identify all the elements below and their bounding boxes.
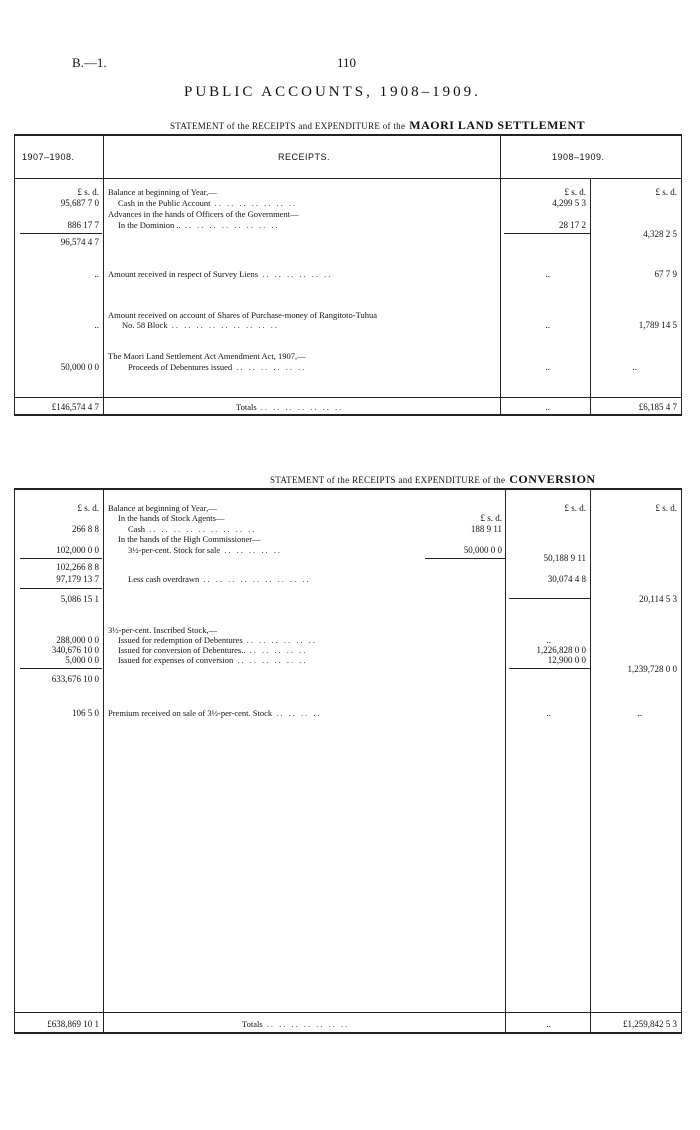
maori-text-shares: Amount received on account of Shares of Purchase-money of Rangitoto-Tuhua (108, 310, 378, 320)
conversion-vline (590, 488, 591, 1034)
conversion-text-agents: In the hands of Stock Agents— (118, 513, 225, 523)
maori-vline (681, 134, 682, 416)
conversion-left-amount: 106 5 0 (72, 708, 99, 718)
conversion-inner-amount: 50,000 0 0 (463, 545, 502, 555)
maori-col-1908: 1908–1909. (552, 152, 605, 162)
sum-rule (20, 558, 102, 559)
maori-text-cash: Cash in the Public Account .. .. .. .. .. .. .. (118, 198, 298, 208)
conversion-heading (270, 470, 596, 488)
maori-vline (103, 134, 104, 416)
conversion-vline (681, 488, 682, 1034)
sum-rule (20, 668, 102, 669)
maori-left-amount: .. (94, 269, 99, 279)
conversion-r1-amount: 30,074 4 8 (547, 574, 586, 584)
maori-left-amount: .. (94, 320, 99, 330)
conversion-r1-amount: 12,900 0 0 (547, 655, 586, 665)
conversion-inner-amount: 188 9 11 (470, 524, 502, 534)
maori-left-amount: 96,574 4 7 (60, 237, 99, 247)
maori-r2-amount: .. (632, 362, 637, 372)
conversion-left-amount: 5,000 0 0 (65, 655, 99, 665)
conversion-total-r2: £1,259,842 5 3 (623, 1019, 677, 1029)
maori-left-amount: 95,687 7 0 (60, 198, 99, 208)
conversion-r1-amount: .. (546, 1019, 551, 1029)
maori-heading-name: MAORI LAND SETTLEMENT (409, 118, 586, 132)
maori-r2-amount: 4,328 2 5 (643, 229, 677, 239)
conversion-text-expenses: Issued for expenses of conversion .. .. .. .. .. .. (118, 655, 308, 665)
page-title: PUBLIC ACCOUNTS, 1908–1909. (184, 84, 481, 100)
maori-r2-amount: 1,789 14 5 (638, 320, 677, 330)
sum-rule (509, 668, 590, 669)
maori-col-receipts: RECEIPTS. (278, 152, 331, 162)
conversion-unit-left: £ s. d. (77, 503, 99, 513)
conversion-total-left: £638,869 10 1 (47, 1019, 99, 1029)
conversion-left-amount: 5,086 15 1 (60, 594, 99, 604)
maori-left-amount: 886 17 7 (67, 220, 99, 230)
conversion-text-stock-sale: 3½-per-cent. Stock for sale .. .. .. .. .. (128, 545, 282, 555)
maori-r1-amount: .. (545, 402, 550, 412)
conversion-bottom-rule (14, 1032, 682, 1034)
maori-text-dominion: In the Dominion .. .. .. .. .. .. .. .. .. (118, 220, 280, 230)
maori-r1-amount: 4,299 5 3 (552, 198, 586, 208)
maori-text-block: No. 58 Block .. .. .. .. .. .. .. .. .. (122, 320, 279, 330)
maori-heading (170, 116, 585, 134)
maori-heading-prefix: STATEMENT of the RECEIPTS and EXPENDITURE of the (170, 121, 406, 131)
conversion-text-balance: Balance at beginning of Year,— (108, 503, 217, 513)
conversion-r2-amount: 20,114 5 3 (639, 594, 677, 604)
conversion-left-amount: 102,266 8 8 (56, 562, 99, 572)
maori-vline (590, 178, 591, 416)
maori-unit-r1: £ s. d. (564, 187, 586, 197)
maori-unit-left: £ s. d. (77, 187, 99, 197)
maori-text-totals: Totals .. .. .. .. .. .. .. (236, 402, 344, 412)
maori-r1-amount: .. (545, 269, 550, 279)
maori-r1-amount: 28 17 2 (559, 220, 586, 230)
conversion-left-amount: 633,676 10 0 (51, 674, 99, 684)
conversion-r1-amount: .. (546, 708, 551, 718)
maori-unit-r2: £ s. d. (655, 187, 677, 197)
conversion-top-rule (14, 488, 682, 490)
conversion-r2-amount: 1,239,728 0 0 (627, 664, 677, 674)
conversion-left-amount: 102,000 0 0 (56, 545, 99, 555)
conversion-r1-amount: 50,188 9 11 (543, 553, 586, 563)
maori-r1-amount: .. (545, 362, 550, 372)
page-number: 110 (337, 55, 357, 70)
conversion-left-amount: 97,179 13 7 (56, 574, 99, 584)
conversion-text-overdrawn: Less cash overdrawn .. .. .. .. .. .. .. .. .. (128, 574, 311, 584)
conversion-total-rule (14, 1012, 682, 1013)
sum-rule (20, 233, 102, 234)
conversion-r1-amount: .. (546, 635, 551, 645)
conversion-left-amount: 340,676 10 0 (51, 645, 99, 655)
conversion-unit-r2: £ s. d. (655, 503, 677, 513)
conversion-unit-r1: £ s. d. (564, 503, 586, 513)
conversion-text-cash: Cash .. .. .. .. .. .. .. .. .. (128, 524, 257, 534)
conversion-text-redemption: Issued for redemption of Debentures .. .. .. .. .. .. (118, 635, 317, 645)
maori-top-rule (14, 134, 682, 136)
page-reference: B.—1. (72, 55, 107, 70)
conversion-r1-amount: 1,226,828 0 0 (536, 645, 586, 655)
conversion-unit-inner: £ s. d. (480, 513, 502, 523)
sum-rule (425, 558, 505, 559)
maori-total-left: £146,574 4 7 (51, 402, 99, 412)
maori-total-r2: £6,185 4 7 (638, 402, 677, 412)
conversion-text-totals: Totals .. .. .. .. .. .. .. (242, 1019, 350, 1029)
maori-bottom-rule (14, 414, 682, 416)
conversion-vline (103, 488, 104, 1034)
maori-text-advances: Advances in the hands of Officers of the Government— (108, 209, 299, 219)
conversion-heading-prefix: STATEMENT of the RECEIPTS and EXPENDITURE of the (270, 475, 506, 485)
maori-text-survey: Amount received in respect of Survey Liens .. .. .. .. .. .. (108, 269, 333, 279)
conversion-text-commissioner: In the hands of the High Commissioner— (118, 534, 261, 544)
sum-rule (20, 588, 102, 589)
conversion-text-conversion: Issued for conversion of Debentures.. .. .. .. .. .. (118, 645, 308, 655)
conversion-left-amount: 288,000 0 0 (56, 635, 99, 645)
maori-text-debentures: Proceeds of Debentures issued .. .. .. .. .. .. (128, 362, 307, 372)
conversion-vline (505, 488, 506, 1034)
conversion-text-inscribed: 3½-per-cent. Inscribed Stock,— (108, 625, 218, 635)
maori-header-rule (14, 178, 682, 179)
conversion-text-premium: Premium received on sale of 3½-per-cent. Stock .. .. .. .. (108, 708, 322, 718)
conversion-heading-name: CONVERSION (509, 472, 596, 486)
maori-r2-amount: 67 7 9 (654, 269, 677, 279)
maori-r1-amount: .. (545, 320, 550, 330)
sum-rule (509, 598, 590, 599)
conversion-r2-amount: .. (637, 708, 642, 718)
maori-total-rule (14, 397, 682, 398)
conversion-left-amount: 266 8 8 (72, 524, 99, 534)
sum-rule (504, 233, 590, 234)
maori-left-amount: 50,000 0 0 (60, 362, 99, 372)
maori-text-balance: Balance at beginning of Year,— (108, 187, 217, 197)
maori-col-1907: 1907–1908. (22, 152, 75, 162)
maori-text-act: The Maori Land Settlement Act Amendment Act, 1907,— (108, 351, 306, 361)
